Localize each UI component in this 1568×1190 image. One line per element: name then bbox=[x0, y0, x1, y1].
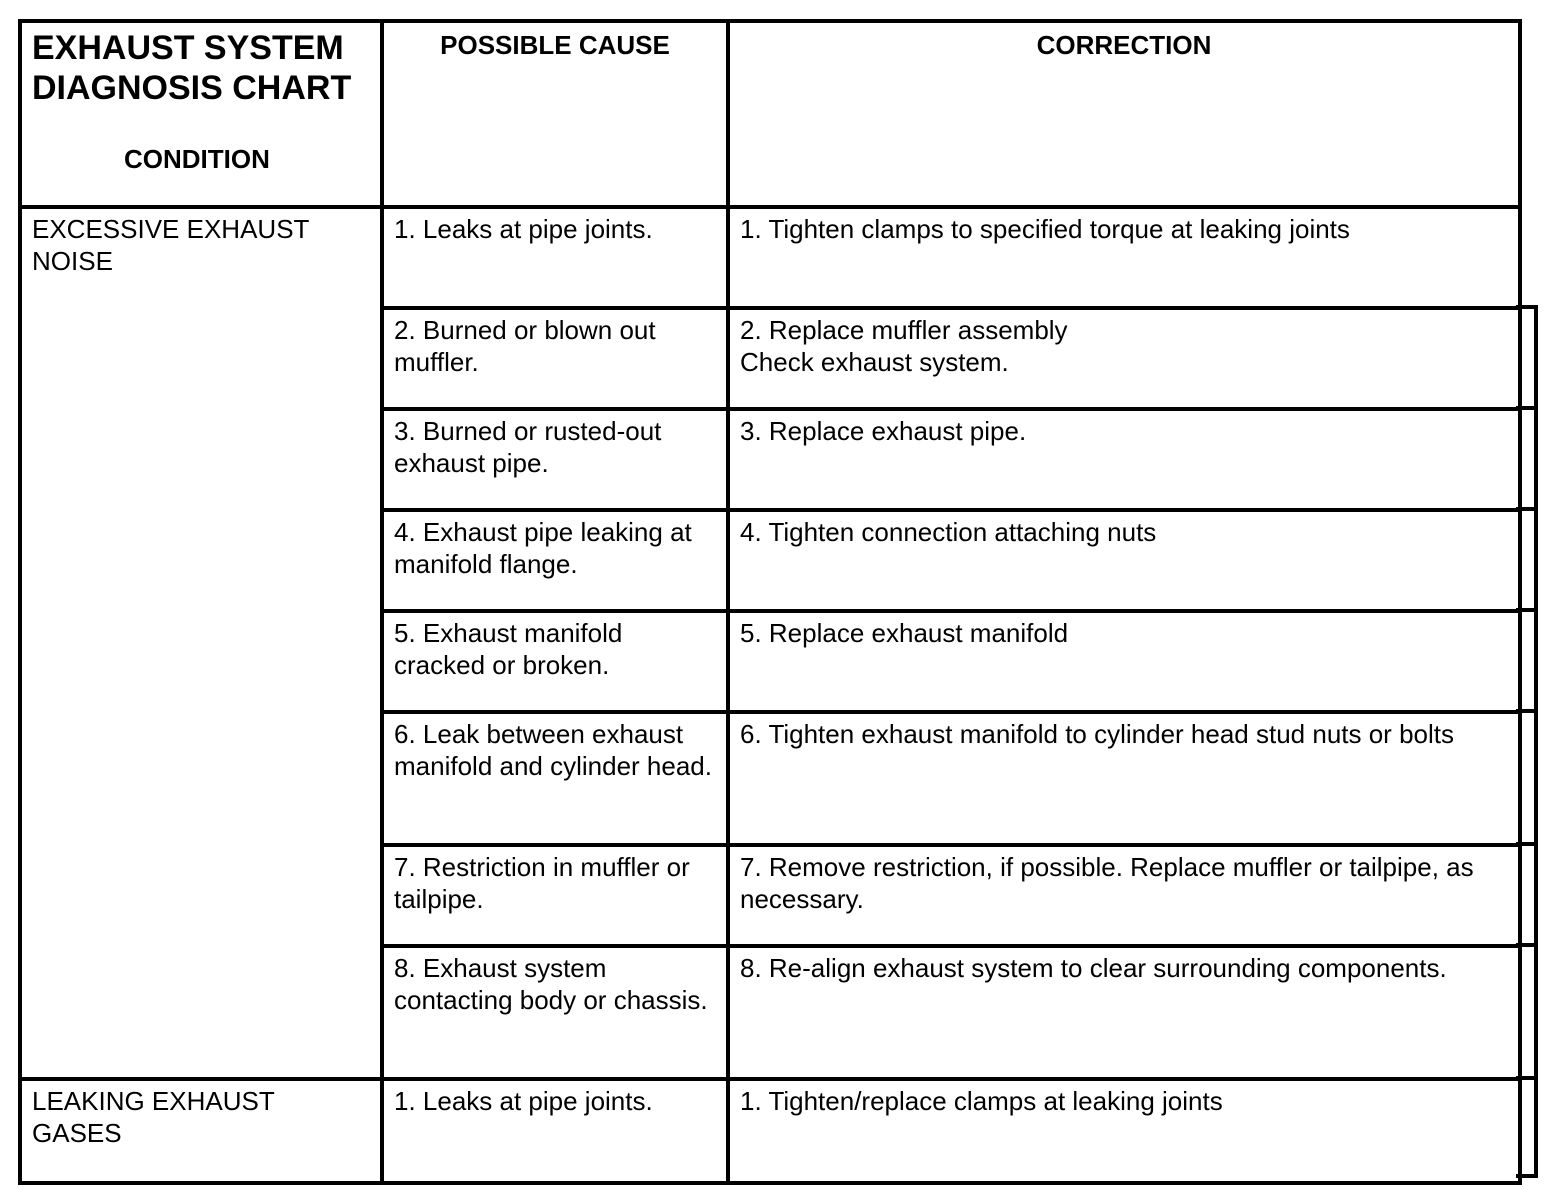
cause-cell: 6. Leak between exhaust manifold and cylinder head. bbox=[382, 712, 728, 845]
condition-label-line1: EXCESSIVE EXHAUST bbox=[32, 214, 310, 244]
cause-cell: 3. Burned or rusted-out exhaust pipe. bbox=[382, 409, 728, 510]
cause-cell: 1. Leaks at pipe joints. bbox=[382, 207, 728, 308]
diagnosis-chart bbox=[18, 19, 1518, 1181]
table-row bbox=[20, 1079, 1520, 1183]
condition-label-line2: NOISE bbox=[32, 246, 113, 276]
correction-column-header: CORRECTION bbox=[1036, 30, 1212, 60]
correction-text: Check exhaust system. bbox=[740, 347, 1009, 377]
cause-cell: 7. Restriction in muffler or tailpipe. bbox=[382, 845, 728, 946]
cause-cell: 1. Leaks at pipe joints. bbox=[382, 1079, 728, 1183]
cause-cell: 5. Exhaust manifold cracked or broken. bbox=[382, 611, 728, 712]
table-row bbox=[20, 207, 1520, 308]
possible-cause-column-header: POSSIBLE CAUSE bbox=[440, 30, 670, 60]
correction-cell bbox=[728, 409, 1520, 510]
header-correction-cell bbox=[728, 21, 1520, 207]
correction-cell bbox=[728, 207, 1520, 308]
correction-text: 3. Replace exhaust pipe. bbox=[740, 416, 1027, 446]
rail-divider bbox=[1516, 943, 1538, 947]
cause-cell: 4. Exhaust pipe leaking at manifold flange. bbox=[382, 510, 728, 611]
diagnosis-table bbox=[18, 19, 1522, 1185]
condition-cell-excessive-noise bbox=[20, 207, 382, 1079]
condition-column-header: CONDITION bbox=[124, 144, 270, 174]
correction-text: 8. Re-align exhaust system to clear surrounding components. bbox=[740, 953, 1447, 983]
rail-divider bbox=[1516, 709, 1538, 713]
correction-text: 4. Tighten connection attaching nuts bbox=[740, 517, 1157, 547]
correction-text: 7. Remove restriction, if possible. Replace muffler or tailpipe, as necessary. bbox=[740, 852, 1474, 914]
correction-text: 5. Replace exhaust manifold bbox=[740, 618, 1069, 648]
rail-divider bbox=[1516, 406, 1538, 410]
correction-cell bbox=[728, 1079, 1520, 1183]
header-row bbox=[20, 21, 1520, 207]
right-border-rail bbox=[1516, 305, 1538, 1178]
header-condition-cell bbox=[20, 21, 382, 207]
condition-label-line1: LEAKING EXHAUST bbox=[32, 1086, 275, 1116]
correction-cell bbox=[728, 712, 1520, 845]
correction-text: 1. Tighten clamps to specified torque at leaking joints bbox=[740, 214, 1350, 244]
rail-divider bbox=[1516, 608, 1538, 612]
correction-cell bbox=[728, 946, 1520, 1079]
correction-text: 2. Replace muffler assembly bbox=[740, 315, 1068, 345]
correction-cell bbox=[728, 845, 1520, 946]
correction-text: 1. Tighten/replace clamps at leaking joints bbox=[740, 1086, 1223, 1116]
chart-title-line1: EXHAUST SYSTEM bbox=[32, 29, 344, 67]
correction-cell bbox=[728, 308, 1520, 409]
condition-cell-leaking-gases bbox=[20, 1079, 382, 1183]
header-cause-cell bbox=[382, 21, 728, 207]
cause-cell: 2. Burned or blown out muffler. bbox=[382, 308, 728, 409]
rail-divider bbox=[1516, 507, 1538, 511]
chart-title-line2: DIAGNOSIS CHART bbox=[32, 69, 352, 107]
correction-cell bbox=[728, 611, 1520, 712]
correction-cell bbox=[728, 510, 1520, 611]
condition-label-line2: GASES bbox=[32, 1118, 122, 1148]
rail-divider bbox=[1516, 842, 1538, 846]
correction-text: 6. Tighten exhaust manifold to cylinder head stud nuts or bolts bbox=[740, 719, 1454, 749]
cause-cell: 8. Exhaust system contacting body or chassis. bbox=[382, 946, 728, 1079]
rail-divider bbox=[1516, 1076, 1538, 1080]
